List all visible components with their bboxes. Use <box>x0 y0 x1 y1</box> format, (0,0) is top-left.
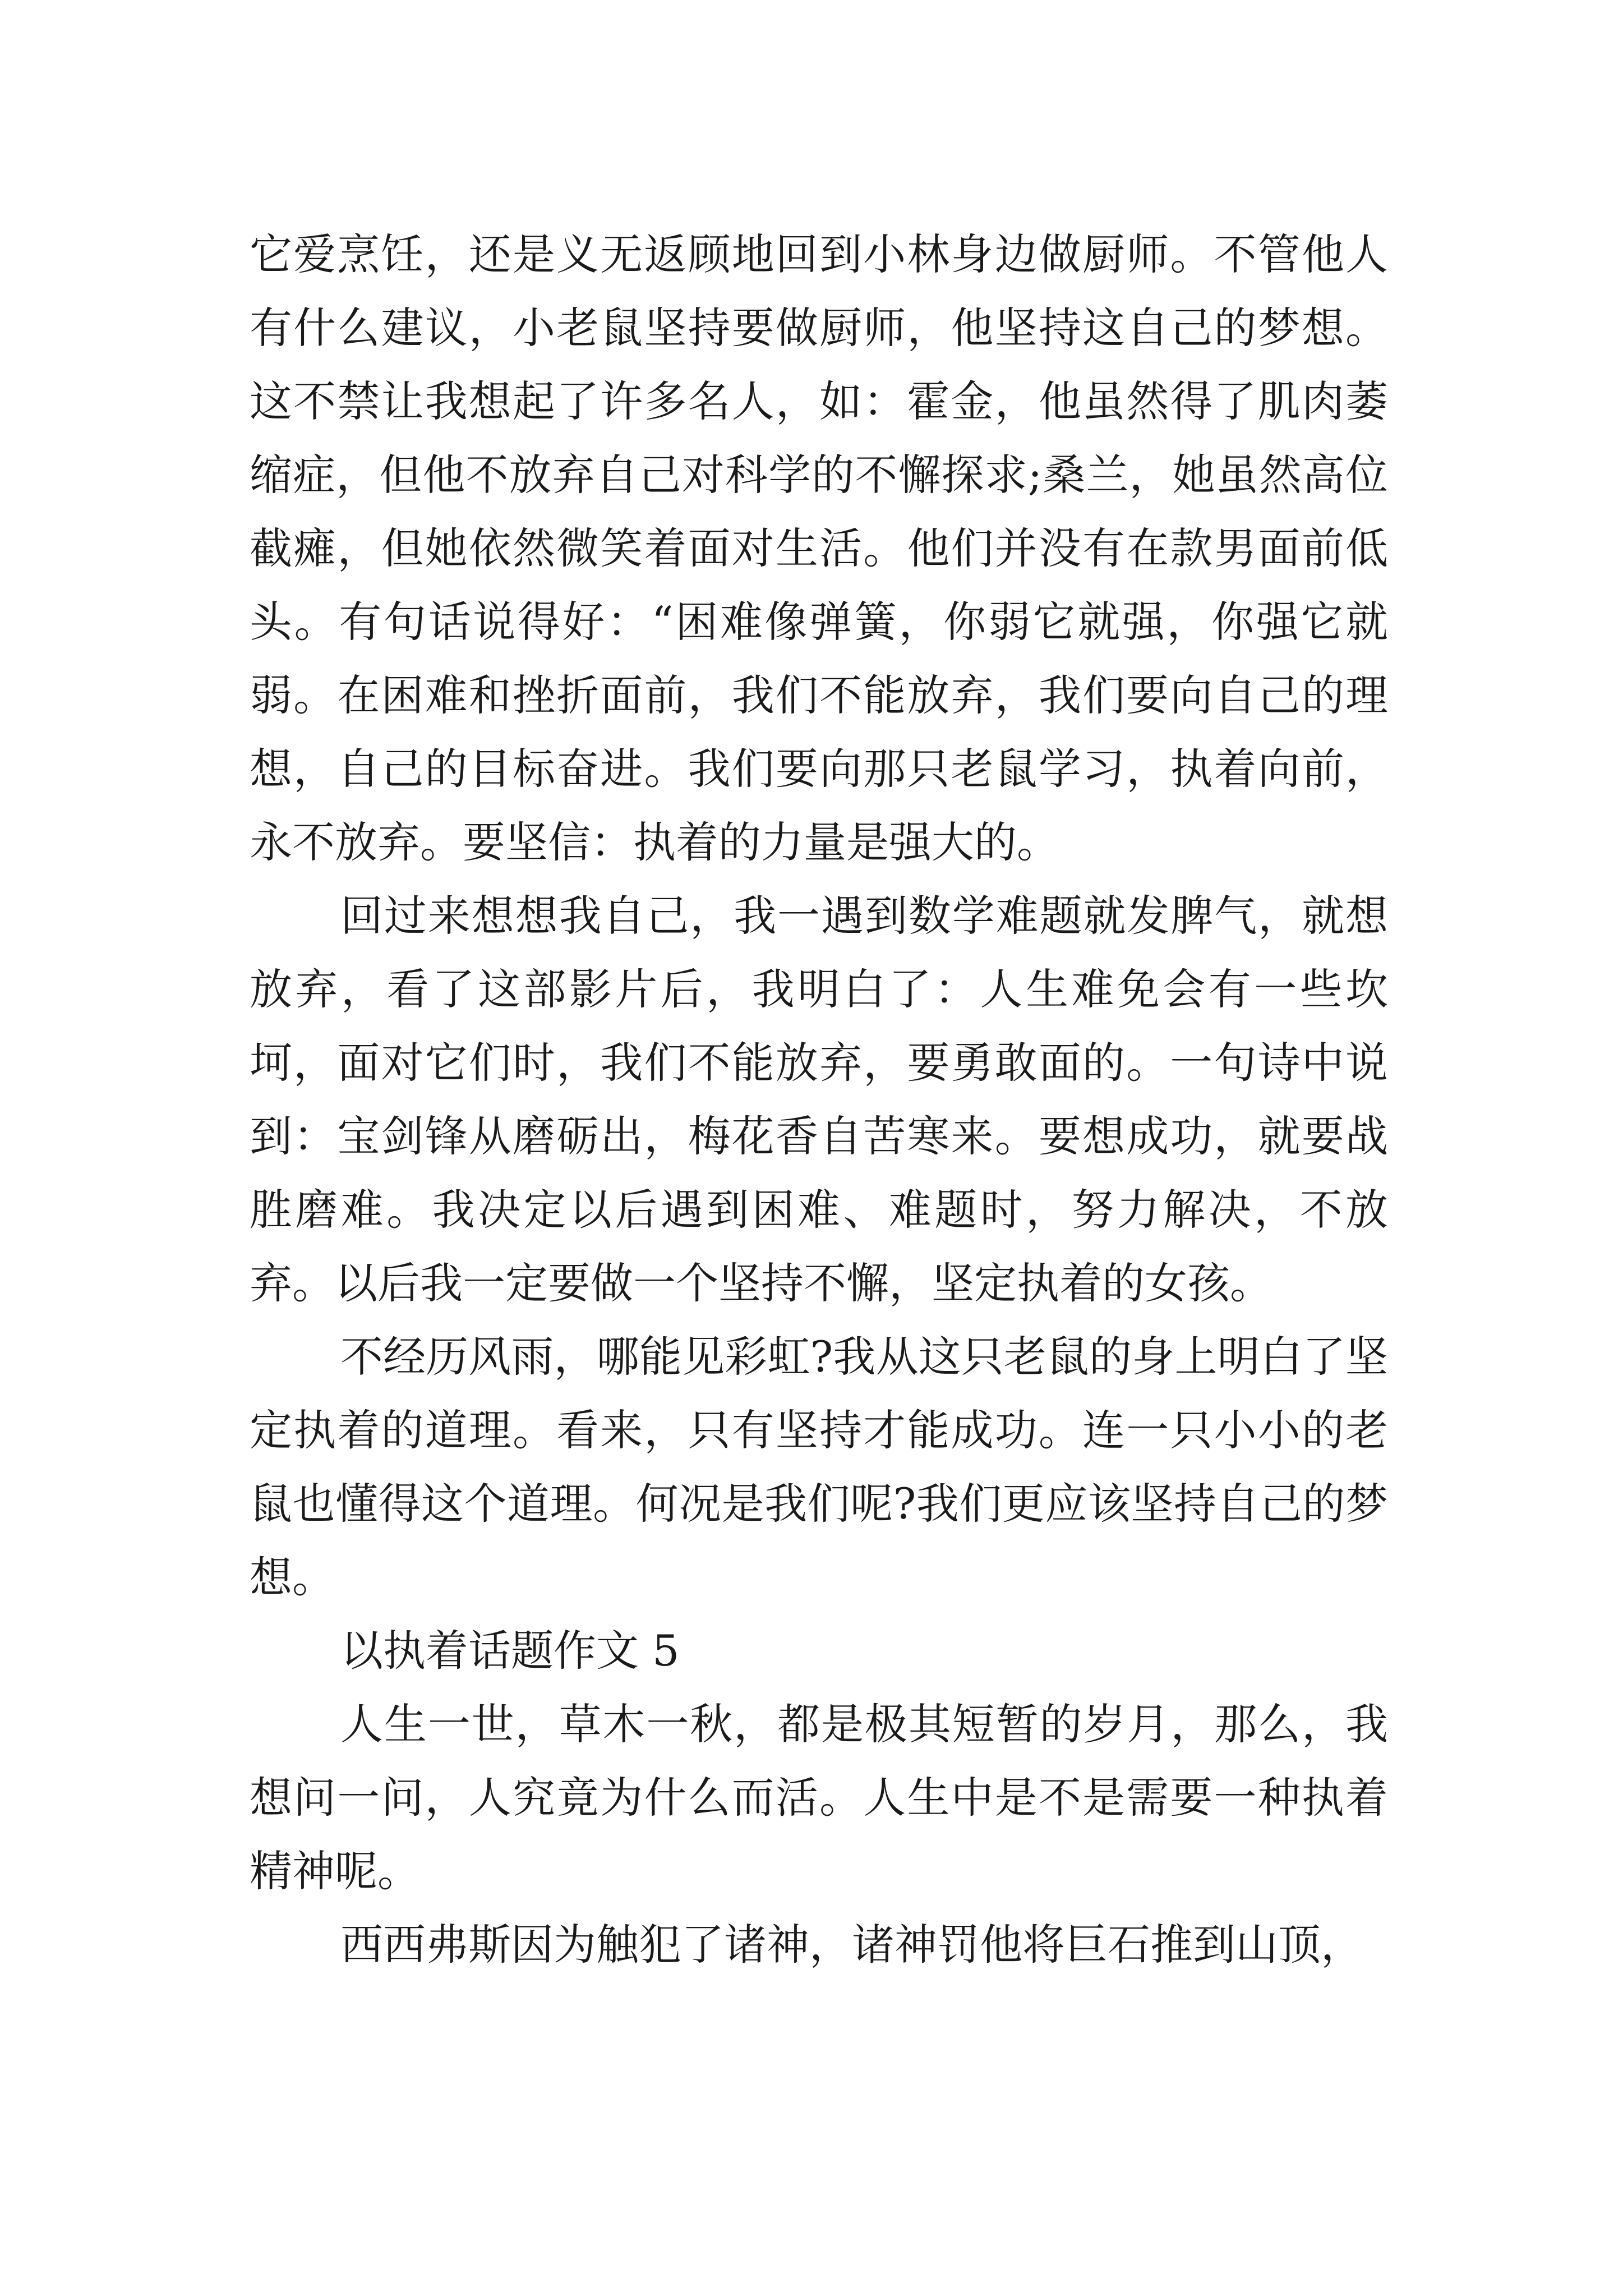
section-heading: 以执着话题作文 5 <box>340 1626 680 1676</box>
paragraph-2: 回过来想想我自己，我一遇到数学难题就发脾气，就想放弃，看了这部影片后，我明白了：人生难免会有一些坎坷，面对它们时，我们不能放弃，要勇敢面的。一句诗中说到：宝剑锋从磨砺出，梅花香自苦寒来。要想成功，就要战胜磨难。我决定以后遇到困难、难题时，努力解决，不放弃。以后我一定要做一个坚持不懈，坚定执着的女孩。 <box>250 891 1388 1308</box>
paragraph-5: 西西弗斯因为触犯了诸神，诸神罚他将巨石推到山顶， <box>340 1920 1363 1970</box>
document-body <box>250 218 1388 1981</box>
paragraph-3: 不经历风雨，哪能见彩虹?我从这只老鼠的身上明白了坚定执着的道理。看来，只有坚持才能成功。连一只小小的老鼠也懂得这个道理。何况是我们呢?我们更应该坚持自己的梦想。 <box>250 1332 1388 1602</box>
paragraph-1: 它爱烹饪，还是义无返顾地回到小林身边做厨师。不管他人有什么建议，小老鼠坚持要做厨师，他坚持这自己的梦想。这不禁让我想起了许多名人，如：霍金，他虽然得了肌肉萎缩症，但他不放弃自己对科学的不懈探求;桑兰，她虽然高位截瘫，但她依然微笑着面对生活。他们并没有在款男面前低头。有句话说得好：“困难像弹簧，你弱它就强，你强它就弱。在困难和挫折面前，我们不能放弃，我们要向自己的理想，自己的目标奋进。我们要向那只老鼠学习，执着向前，永不放弃。要坚信：执着的力量是强大的。 <box>250 229 1388 867</box>
paragraph-4: 人生一世，草木一秋，都是极其短暂的岁月，那么，我想问一问，人究竟为什么而活。人生中是不是需要一种执着精神呢。 <box>250 1699 1388 1896</box>
